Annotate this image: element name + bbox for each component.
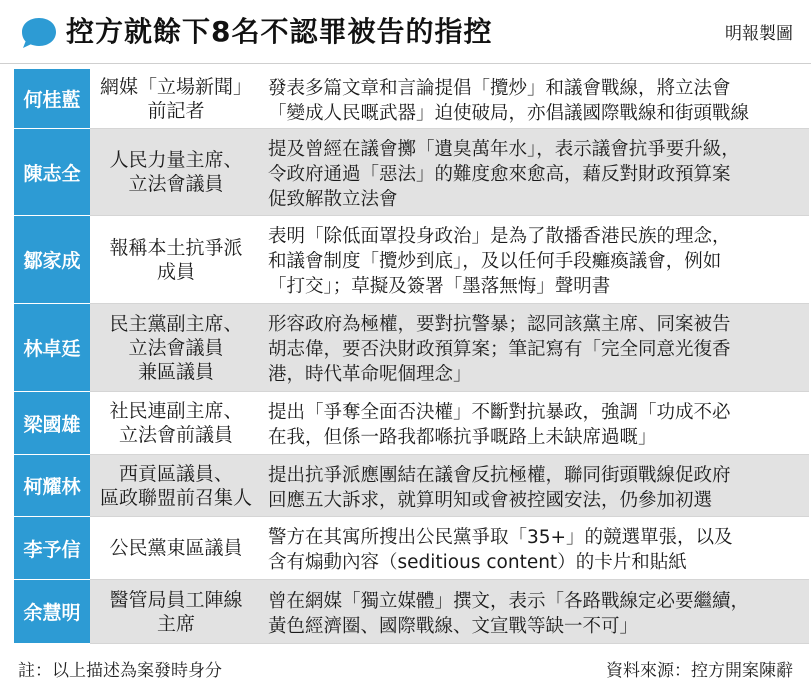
role-line: 立法會前議員 [118, 424, 233, 446]
desc-line: 發表多篇文章和言論提倡「攬炒」和議會戰線，將立法會 [268, 77, 731, 99]
footer [0, 655, 811, 699]
desc-line: 提出抗爭派應團結在議會反抗極權，聯同街頭戰線促政府 [268, 464, 731, 486]
table-row [14, 304, 809, 392]
role-line: 兼區議員 [137, 360, 214, 383]
desc-line: 在我，但係一路我都喺抗爭嘅路上未缺席過嘅」 [268, 427, 657, 448]
desc-line: 表明「除低面罩投身政治」是為了散播香港民族的理念， [268, 226, 731, 247]
desc-line: 和議會制度「攬炒到底」，及以任何手段癱瘓議會，例如 [268, 251, 722, 272]
role-line: 區政聯盟前召集人 [99, 486, 252, 509]
charge-description [262, 517, 809, 579]
role-line: 前記者 [147, 99, 205, 122]
role-line: 社民連副主席、 [109, 400, 243, 422]
desc-line: 胡志偉，要否決財政預算案；筆記寫有「完全同意光復香 [268, 339, 731, 360]
role-line: 西貢區議員、 [118, 462, 233, 485]
table-row [14, 580, 809, 644]
role-line: 成員 [156, 260, 195, 283]
role-line: 立法會議員 [128, 173, 224, 195]
charge-description [262, 580, 809, 643]
table-row [14, 392, 809, 455]
role-line: 立法會議員 [128, 336, 224, 359]
defendant-role [90, 69, 262, 128]
table-row [14, 69, 809, 129]
role-line: 公民黨東區議員 [109, 537, 243, 559]
defendant-role [90, 129, 262, 215]
desc-line: 形容政府為極權，要對抗警暴；認同該黨主席、同案被告 [268, 314, 731, 335]
defendant-name: 何桂藍 [14, 69, 90, 129]
source-note: 資料來源：控方開案陳辭 [606, 661, 793, 681]
desc-line: 促致解散立法會 [268, 188, 398, 210]
defendant-name: 陳志全 [14, 129, 90, 216]
defendant-role [90, 304, 262, 391]
defendant-role [90, 517, 262, 579]
graphic-credit: 明報製圖 [725, 24, 793, 44]
role-line: 醫管局員工陣線 [109, 588, 243, 611]
role-line: 民主黨副主席、 [109, 312, 243, 335]
desc-line: 提出「爭奪全面否決權」不斷對抗暴政，強調「功成不必 [268, 402, 731, 423]
desc-line: 令政府通過「惡法」的難度愈來愈高，藉反對財政預算案 [268, 163, 731, 185]
desc-line: 黃色經濟圈、國際戰線、文宣戰等缺一不可」 [268, 615, 639, 637]
role-line: 網媒「立場新聞」 [99, 75, 252, 98]
role-line: 報稱本土抗爭派 [109, 236, 243, 259]
defendant-role [90, 455, 262, 516]
desc-line: 提及曾經在議會擲「遺臭萬年水」，表示議會抗爭要升級， [268, 138, 740, 160]
header [0, 0, 811, 64]
defendant-name: 余慧明 [14, 580, 90, 644]
defendant-role [90, 580, 262, 643]
footnote: 註：以上描述為案發時身分 [18, 661, 222, 681]
charges-table [14, 69, 809, 644]
table-row [14, 129, 809, 216]
defendant-name: 梁國雄 [14, 392, 90, 455]
charge-description [262, 392, 809, 454]
defendant-name: 柯耀林 [14, 455, 90, 517]
charge-description [262, 304, 809, 391]
defendant-role [90, 392, 262, 454]
desc-line: 港，時代革命呢個理念」 [268, 364, 472, 385]
page-title: 控方就餘下8名不認罪被告的指控 [66, 15, 493, 48]
speech-bubble-icon [20, 16, 58, 50]
desc-line: 「打交」；草擬及簽署「墨落無悔」聲明書 [268, 276, 611, 297]
desc-line: 含有煽動內容（seditious content）的卡片和貼紙 [268, 552, 687, 573]
charge-description [262, 455, 809, 516]
desc-line: 回應五大訴求，就算明知或會被控國安法，仍參加初選 [268, 489, 713, 511]
table-row [14, 216, 809, 304]
table-row [14, 455, 809, 517]
charge-description [262, 69, 809, 128]
charge-description [262, 129, 809, 215]
defendant-name: 李予信 [14, 517, 90, 580]
table-row [14, 517, 809, 580]
desc-line: 曾在網媒「獨立媒體」撰文，表示「各路戰線定必要繼續， [268, 590, 750, 612]
defendant-name: 鄒家成 [14, 216, 90, 304]
desc-line: 「變成人民嘅武器」迫使破局，亦倡議國際戰線和街頭戰線 [268, 102, 750, 124]
role-line: 主席 [156, 612, 195, 635]
role-line: 人民力量主席、 [109, 149, 243, 171]
desc-line: 警方在其寓所搜出公民黨爭取「35+」的競選單張，以及 [268, 527, 733, 548]
charge-description [262, 216, 809, 303]
defendant-role [90, 216, 262, 303]
defendant-name: 林卓廷 [14, 304, 90, 392]
